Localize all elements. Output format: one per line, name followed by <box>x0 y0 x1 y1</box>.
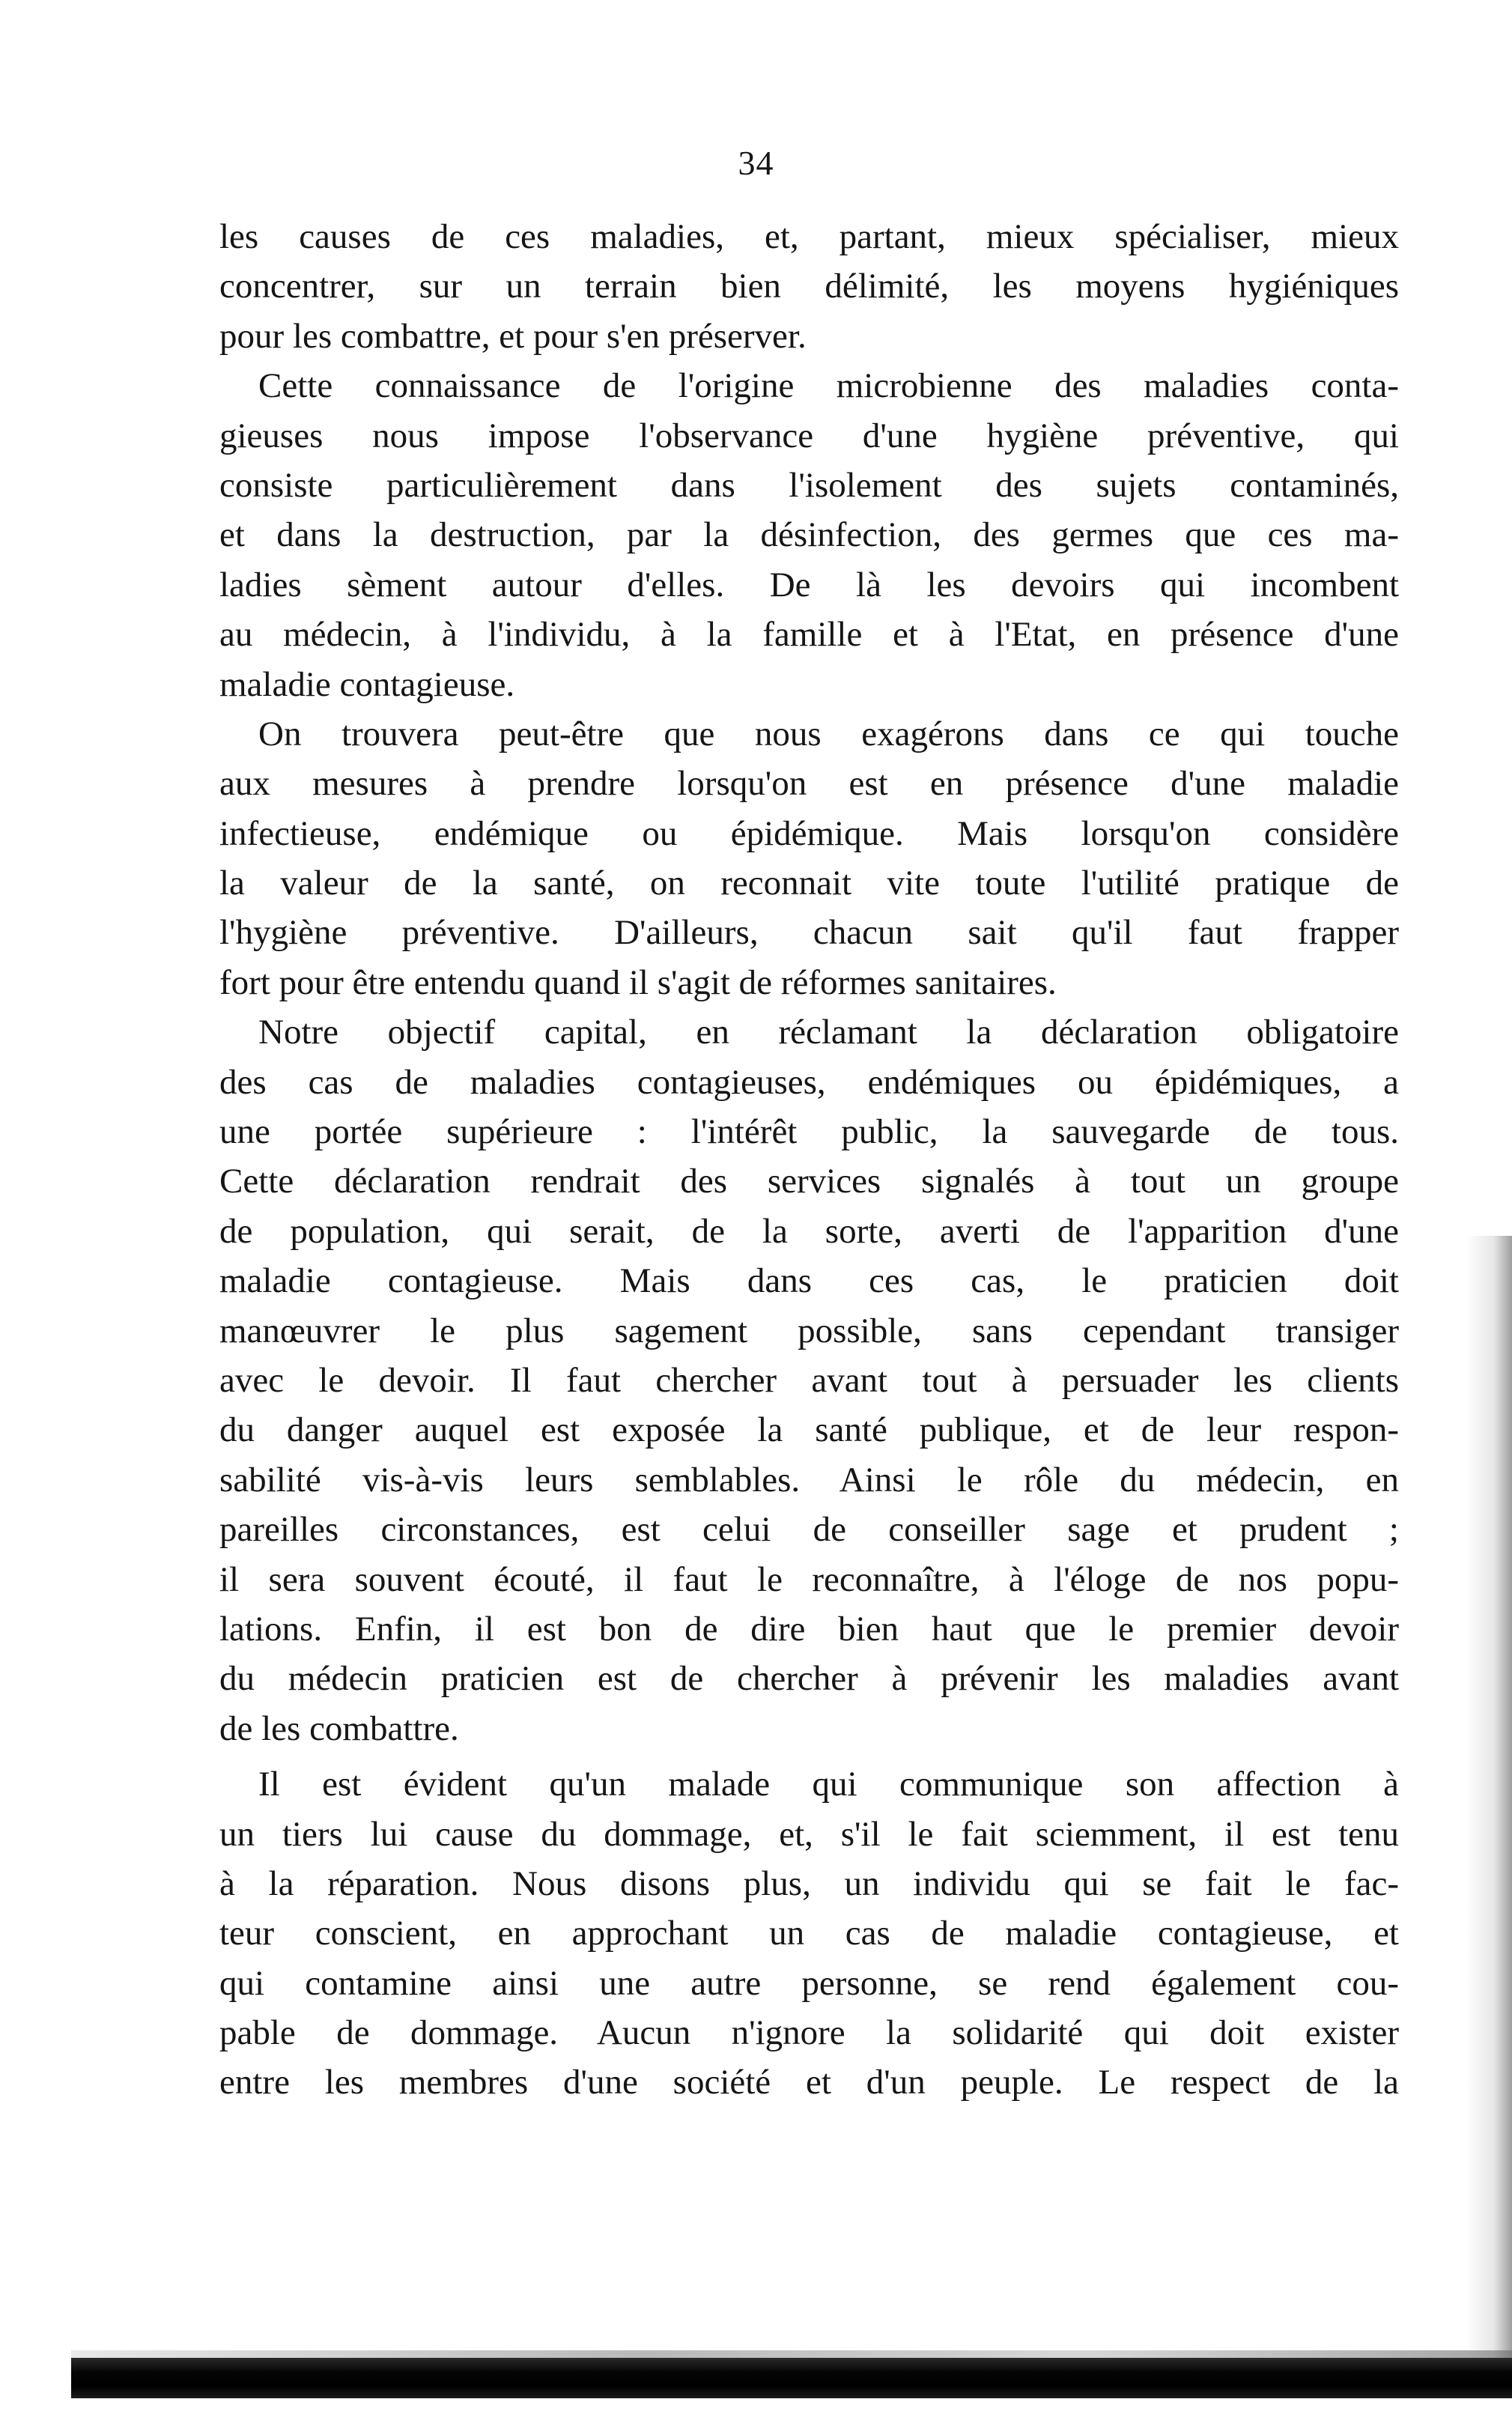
page-number: 34 <box>738 144 774 182</box>
text-line: au médecin, à l'individu, à la famille et à l'Etat, en présence d'une <box>219 615 1399 655</box>
scan-bottom-border <box>71 2358 1512 2398</box>
text-line: à la réparation. Nous disons plus, un individu qui se fait le fac- <box>219 1863 1399 1903</box>
text-line: fort pour être entendu quand il s'agit de réformes sanitaires. <box>219 962 1057 1002</box>
text-line: On trouvera peut-être que nous exagérons dans ce qui touche <box>258 714 1399 753</box>
text-line: et dans la destruction, par la désinfection, des germes que ces ma- <box>219 515 1399 555</box>
text-line: manœuvrer le plus sagement possible, sans cependant transiger <box>219 1311 1399 1350</box>
text-line: avec le devoir. Il faut chercher avant tout à persuader les clients <box>219 1360 1399 1400</box>
text-line: infectieuse, endémique ou épidémique. Mais lorsqu'on considère <box>219 813 1399 853</box>
paragraph-3 <box>219 709 1399 1007</box>
text-line: Cette déclaration rendrait des services signalés à tout un groupe <box>219 1162 1399 1201</box>
text-line: Cette connaissance de l'origine microbienne des maladies conta- <box>258 366 1399 406</box>
text-line: pareilles circonstances, est celui de conseiller sage et prudent ; <box>219 1510 1399 1550</box>
text-line: pable de dommage. Aucun n'ignore la solidarité qui doit exister <box>219 2013 1399 2053</box>
body-text <box>219 212 1399 2108</box>
text-line: une portée supérieure : l'intérêt public, la sauvegarde de tous. <box>219 1112 1399 1152</box>
page-edge-shadow <box>1466 1236 1512 2359</box>
text-line: un tiers lui cause du dommage, et, s'il le fait sciemment, il est tenu <box>219 1814 1399 1854</box>
text-line: des cas de maladies contagieuses, endémiques ou épidémiques, a <box>219 1062 1399 1102</box>
text-line: maladie contagieuse. Mais dans ces cas, le praticien doit <box>219 1261 1399 1301</box>
text-line: Il est évident qu'un malade qui communique son affection à <box>258 1765 1399 1804</box>
paragraph-5 <box>219 1759 1399 2108</box>
text-line: il sera souvent écouté, il faut le reconnaître, à l'éloge de nos popu- <box>219 1559 1399 1599</box>
text-line: du danger auquel est exposée la santé publique, et de leur respon- <box>219 1410 1399 1450</box>
text-line: entre les membres d'une société et d'un peuple. Le respect de la <box>219 2063 1399 2102</box>
text-line: du médecin praticien est de chercher à prévenir les maladies avant <box>219 1659 1399 1699</box>
paragraph-2 <box>219 361 1399 709</box>
text-line: l'hygiène préventive. D'ailleurs, chacun sait qu'il faut frapper <box>219 913 1399 953</box>
text-line: qui contamine ainsi une autre personne, se rend également cou- <box>219 1963 1399 2003</box>
text-line: ladies sèment autour d'elles. De là les devoirs qui incombent <box>219 565 1399 604</box>
text-line: Notre objectif capital, en réclamant la déclaration obligatoire <box>258 1013 1399 1052</box>
scan-edge-highlight <box>71 2350 1512 2358</box>
paragraph-4 <box>219 1007 1399 1753</box>
paragraph-gap <box>219 1753 1399 1759</box>
text-line: maladie contagieuse. <box>219 664 515 704</box>
text-line: de les combattre. <box>219 1708 459 1748</box>
text-line: la valeur de la santé, on reconnait vite toute l'utilité pratique de <box>219 864 1399 903</box>
text-line: sabilité vis-à-vis leurs semblables. Ainsi le rôle du médecin, en <box>219 1460 1399 1499</box>
text-line: les causes de ces maladies, et, partant, mieux spécialiser, mieux <box>219 217 1399 256</box>
text-line: gieuses nous impose l'observance d'une hygiène préventive, qui <box>219 416 1399 455</box>
text-line: consiste particulièrement dans l'isolement des sujets contaminés, <box>219 465 1399 505</box>
text-line: concentrer, sur un terrain bien délimité, les moyens hygiéniques <box>219 267 1399 306</box>
text-line: pour les combattre, et pour s'en préserver. <box>219 316 807 356</box>
text-line: lations. Enfin, il est bon de dire bien haut que le premier devoir <box>219 1609 1399 1649</box>
paragraph-1 <box>219 212 1399 361</box>
text-line: teur conscient, en approchant un cas de maladie contagieuse, et <box>219 1914 1399 1953</box>
text-line: de population, qui serait, de la sorte, averti de l'apparition d'une <box>219 1211 1399 1251</box>
text-line: aux mesures à prendre lorsqu'on est en présence d'une maladie <box>219 764 1399 804</box>
